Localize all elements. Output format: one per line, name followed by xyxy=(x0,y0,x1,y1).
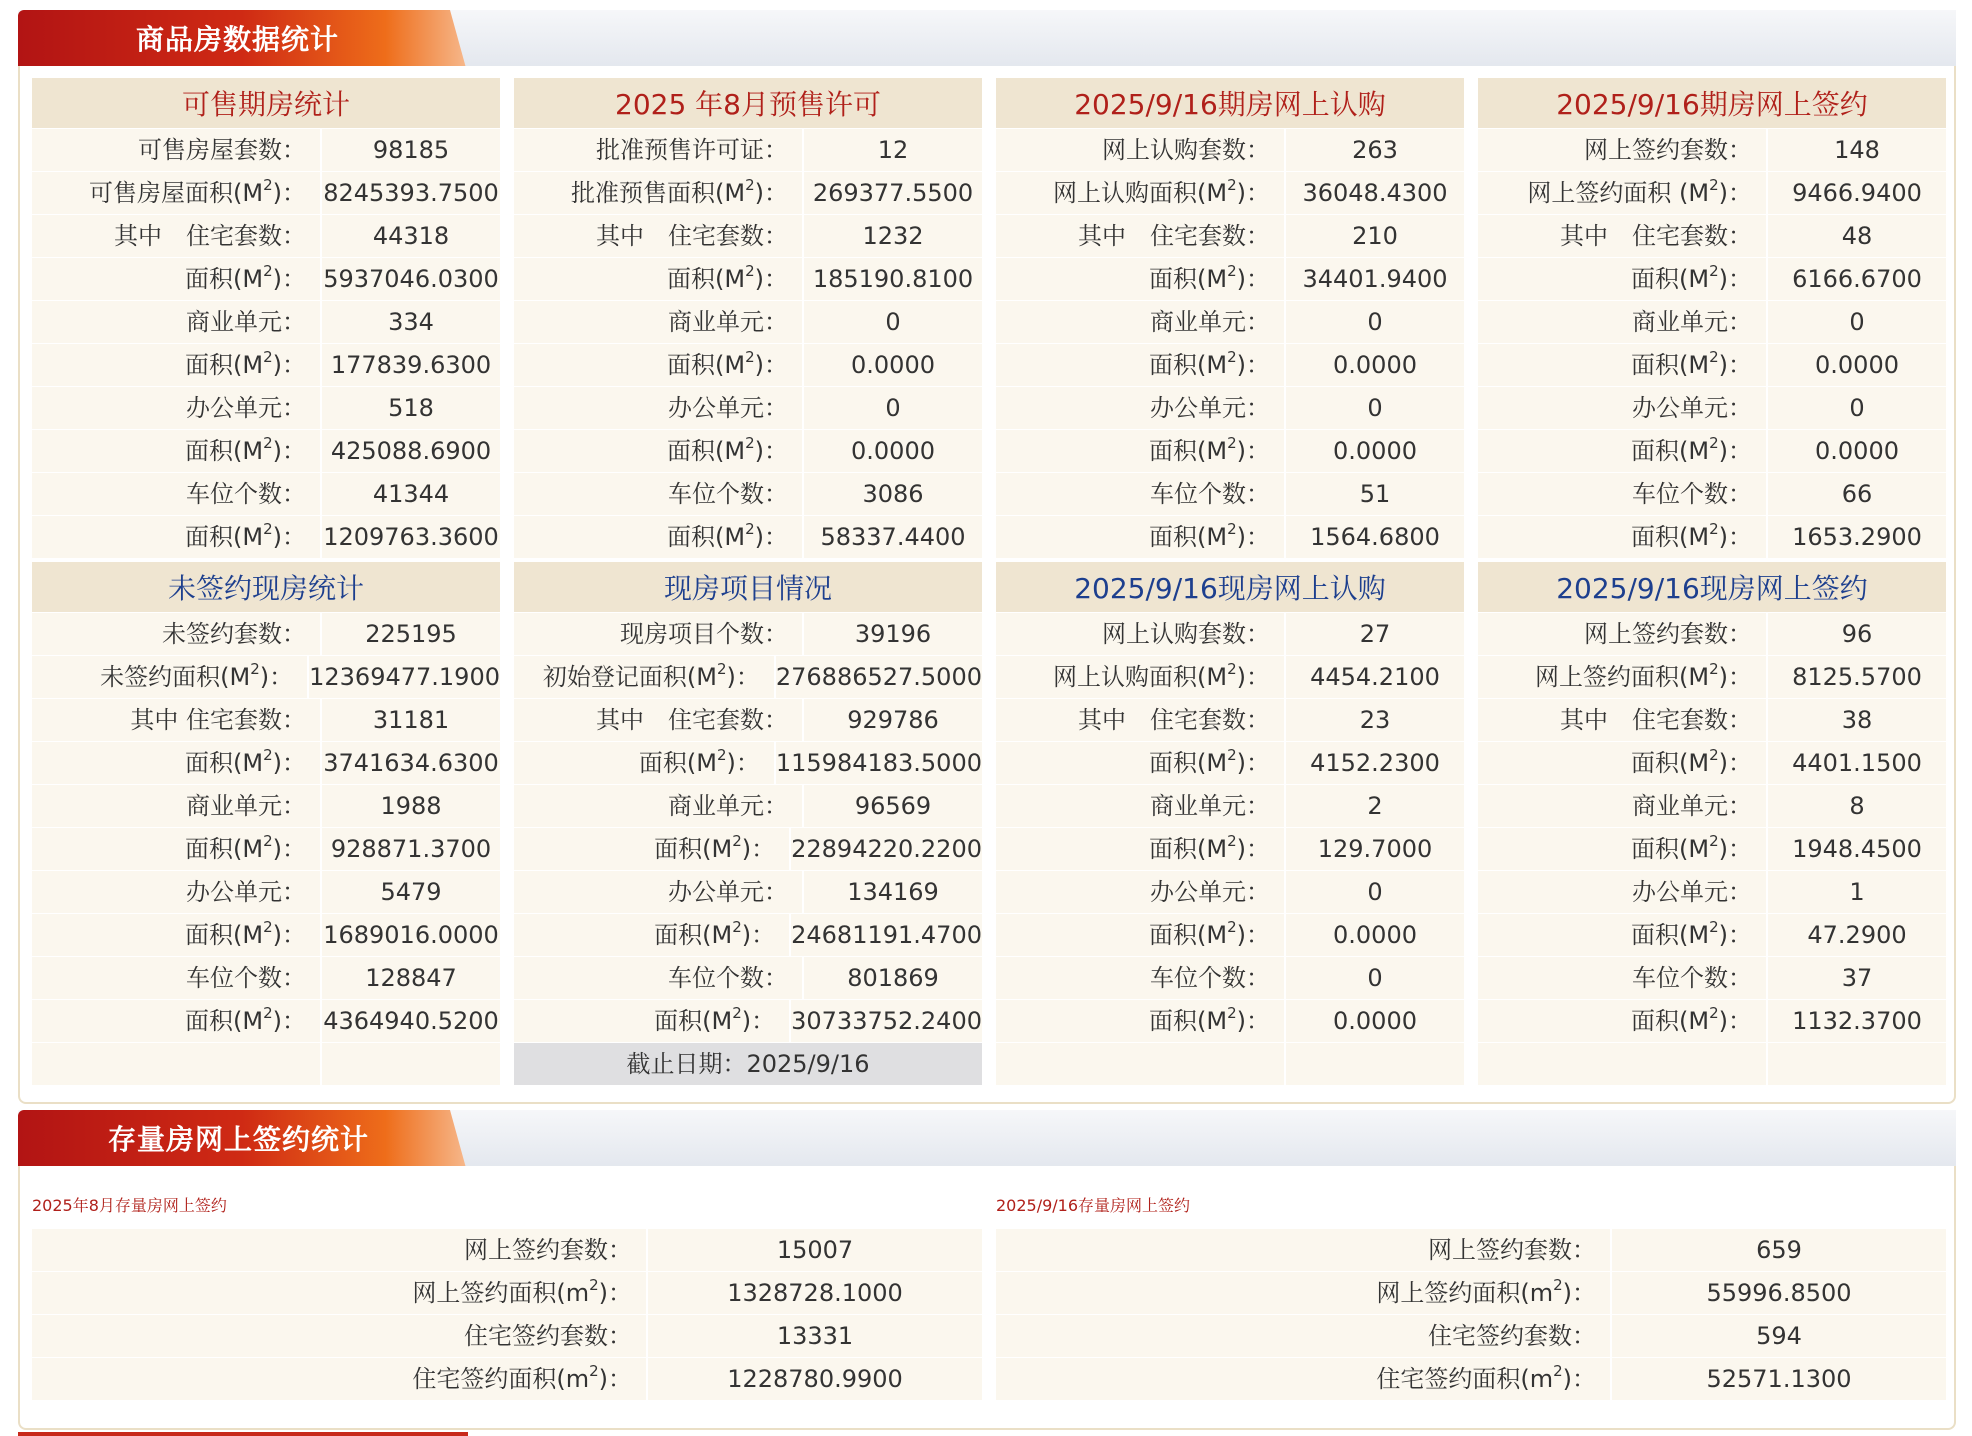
table-row xyxy=(32,515,500,558)
row-value: 0 xyxy=(1286,957,1464,999)
table-row xyxy=(996,257,1464,300)
table-row xyxy=(32,171,500,214)
row-value: 37 xyxy=(1768,957,1946,999)
row-value: 3741634.6300 xyxy=(322,742,500,784)
row-label: 网上签约套数： xyxy=(1478,613,1768,655)
table-row xyxy=(1478,698,1946,741)
row-label: 办公单元： xyxy=(32,387,322,429)
table-row xyxy=(514,698,982,741)
table-row xyxy=(996,300,1464,343)
table-row xyxy=(32,1314,982,1357)
table-row xyxy=(996,913,1464,956)
row-value: 0.0000 xyxy=(1768,344,1946,386)
row-value: 47.2900 xyxy=(1768,914,1946,956)
row-label: 车位个数： xyxy=(1478,473,1768,515)
table-row xyxy=(996,827,1464,870)
table-row xyxy=(996,1357,1946,1400)
row-label: 面积$(M^2)$： xyxy=(32,430,322,472)
blank-cell xyxy=(322,1043,500,1085)
table-row xyxy=(1478,827,1946,870)
row-label: 车位个数： xyxy=(996,957,1286,999)
row-value: 22894220.2200 xyxy=(791,828,982,870)
row-value: 55996.8500 xyxy=(1612,1272,1946,1314)
table-row xyxy=(1478,784,1946,827)
section-title: 存量房网上签约统计 xyxy=(108,1123,370,1156)
row-label: 面积$(M^2)$： xyxy=(996,516,1286,558)
row-label: 网上签约面积$(m^2)$： xyxy=(996,1272,1612,1314)
table-row xyxy=(514,472,982,515)
table-row xyxy=(1478,870,1946,913)
stats-panel xyxy=(1478,78,1946,558)
stats-panel xyxy=(514,78,982,558)
table-row xyxy=(514,515,982,558)
row-value: 2 xyxy=(1286,785,1464,827)
row-value: 96569 xyxy=(804,785,982,827)
row-label: 面积$(M^2)$： xyxy=(1478,828,1768,870)
row-label: 面积$(M^2)$： xyxy=(514,1000,791,1042)
table-row xyxy=(1478,515,1946,558)
table-row xyxy=(32,698,500,741)
row-value: 134169 xyxy=(804,871,982,913)
row-label: 面积$(M^2)$： xyxy=(514,742,776,784)
table-row xyxy=(514,128,982,171)
row-label: 面积$(M^2)$： xyxy=(32,828,322,870)
stats-panel xyxy=(32,1180,982,1400)
row-label: 面积$(M^2)$： xyxy=(514,914,791,956)
row-label: 网上签约面积 $(M^2)$： xyxy=(1478,172,1768,214)
row-value: 1328728.1000 xyxy=(648,1272,982,1314)
row-value: 1988 xyxy=(322,785,500,827)
row-value: 0.0000 xyxy=(1286,344,1464,386)
table-row xyxy=(1478,257,1946,300)
row-label: 商业单元： xyxy=(996,785,1286,827)
row-label: 其中 住宅套数： xyxy=(1478,699,1768,741)
row-label: 面积$(M^2)$： xyxy=(1478,914,1768,956)
row-label: 办公单元： xyxy=(514,387,804,429)
row-label: 办公单元： xyxy=(996,387,1286,429)
row-label: 现房项目个数： xyxy=(514,613,804,655)
table-row xyxy=(1478,612,1946,655)
row-value: 0.0000 xyxy=(804,430,982,472)
row-value: 115984183.5000 xyxy=(776,742,982,784)
row-value: 1948.4500 xyxy=(1768,828,1946,870)
row-label: 初始登记面积$(M^2)$： xyxy=(514,656,776,698)
row-label: 其中 住宅套数： xyxy=(32,699,322,741)
panel-title: 2025/9/16存量房网上签约 xyxy=(996,1196,1191,1215)
row-label: 车位个数： xyxy=(32,473,322,515)
row-label: 面积$(M^2)$： xyxy=(32,516,322,558)
row-value: 48 xyxy=(1768,215,1946,257)
table-row xyxy=(32,741,500,784)
stats-panel xyxy=(1478,562,1946,1085)
table-row xyxy=(32,472,500,515)
table-row xyxy=(1478,128,1946,171)
table-row xyxy=(1478,171,1946,214)
row-label: 车位个数： xyxy=(514,473,804,515)
table-row xyxy=(514,870,982,913)
row-value: 31181 xyxy=(322,699,500,741)
panel-title: 可售期房统计 xyxy=(32,78,500,128)
table-row xyxy=(32,913,500,956)
row-value: 185190.8100 xyxy=(804,258,982,300)
row-value: 263 xyxy=(1286,129,1464,171)
row-value: 0 xyxy=(1286,301,1464,343)
row-label: 商业单元： xyxy=(514,785,804,827)
row-label: 未签约套数： xyxy=(32,613,322,655)
row-label: 面积$(M^2)$： xyxy=(1478,430,1768,472)
table-row xyxy=(1478,214,1946,257)
row-value: 177839.6300 xyxy=(322,344,500,386)
panel-title: 2025年8月存量房网上签约 xyxy=(32,1196,227,1215)
table-row xyxy=(32,999,500,1042)
table-row xyxy=(32,1357,982,1400)
table-row xyxy=(996,343,1464,386)
table-row xyxy=(32,827,500,870)
row-value: 0.0000 xyxy=(1768,430,1946,472)
table-row xyxy=(996,515,1464,558)
row-value: 66 xyxy=(1768,473,1946,515)
row-value: 34401.9400 xyxy=(1286,258,1464,300)
table-row xyxy=(32,128,500,171)
table-row xyxy=(1478,741,1946,784)
table-row xyxy=(1478,472,1946,515)
row-value: 0.0000 xyxy=(804,344,982,386)
table-row xyxy=(996,472,1464,515)
row-value: 129.7000 xyxy=(1286,828,1464,870)
row-label: 办公单元： xyxy=(32,871,322,913)
blank-cell xyxy=(1286,1043,1464,1085)
row-value: 27 xyxy=(1286,613,1464,655)
row-label: 面积$(M^2)$： xyxy=(1478,344,1768,386)
panel-title: 未签约现房统计 xyxy=(32,562,500,612)
row-label: 办公单元： xyxy=(1478,387,1768,429)
row-label: 办公单元： xyxy=(1478,871,1768,913)
row-value: 8125.5700 xyxy=(1768,656,1946,698)
table-row xyxy=(1478,956,1946,999)
section-header xyxy=(18,1110,1956,1168)
row-value: 0 xyxy=(1768,301,1946,343)
blank-cell xyxy=(996,1043,1286,1085)
panel-title: 现房项目情况 xyxy=(514,562,982,612)
row-label: 车位个数： xyxy=(514,957,804,999)
table-row xyxy=(1478,386,1946,429)
table-row xyxy=(996,128,1464,171)
blank-cell xyxy=(1768,1043,1946,1085)
row-label: 其中 住宅套数： xyxy=(996,699,1286,741)
row-value: 3086 xyxy=(804,473,982,515)
table-row xyxy=(514,171,982,214)
table-row xyxy=(514,429,982,472)
row-value: 52571.1300 xyxy=(1612,1358,1946,1400)
row-label: 网上签约套数： xyxy=(32,1229,648,1271)
row-label: 面积$(M^2)$： xyxy=(996,258,1286,300)
row-value: 5937046.0300 xyxy=(322,258,500,300)
table-row xyxy=(1478,655,1946,698)
row-label: 办公单元： xyxy=(996,871,1286,913)
row-value: 23 xyxy=(1286,699,1464,741)
row-label: 商业单元： xyxy=(514,301,804,343)
row-label: 住宅签约面积$(m^2)$： xyxy=(32,1358,648,1400)
panel-title: 2025/9/16现房网上认购 xyxy=(996,562,1464,612)
row-value: 9466.9400 xyxy=(1768,172,1946,214)
table-row xyxy=(514,386,982,429)
row-value: 51 xyxy=(1286,473,1464,515)
table-row xyxy=(996,999,1464,1042)
table-row xyxy=(996,1271,1946,1314)
row-value: 334 xyxy=(322,301,500,343)
row-value: 148 xyxy=(1768,129,1946,171)
row-value: 8 xyxy=(1768,785,1946,827)
table-row xyxy=(514,827,982,870)
row-label: 其中 住宅套数： xyxy=(1478,215,1768,257)
row-label: 网上签约套数： xyxy=(1478,129,1768,171)
table-row xyxy=(996,612,1464,655)
table-row xyxy=(996,956,1464,999)
table-row xyxy=(32,257,500,300)
table-row xyxy=(514,913,982,956)
table-row xyxy=(996,698,1464,741)
table-row xyxy=(32,1271,982,1314)
row-label: 批准预售许可证： xyxy=(514,129,804,171)
row-label: 面积$(M^2)$： xyxy=(32,344,322,386)
row-value: 225195 xyxy=(322,613,500,655)
row-label: 网上认购面积$(M^2)$： xyxy=(996,172,1286,214)
row-label: 批准预售面积$(M^2)$： xyxy=(514,172,804,214)
row-value: 4152.2300 xyxy=(1286,742,1464,784)
table-row xyxy=(1478,343,1946,386)
table-row xyxy=(32,956,500,999)
table-row xyxy=(32,612,500,655)
panel-title: 2025/9/16现房网上签约 xyxy=(1478,562,1946,612)
table-row xyxy=(996,386,1464,429)
blank-cell xyxy=(32,1043,322,1085)
row-value: 13331 xyxy=(648,1315,982,1357)
table-row xyxy=(996,429,1464,472)
row-value: 0 xyxy=(804,301,982,343)
blank-row xyxy=(32,1042,500,1085)
row-label: 面积$(M^2)$： xyxy=(514,258,804,300)
row-label: 车位个数： xyxy=(32,957,322,999)
row-value: 39196 xyxy=(804,613,982,655)
table-row xyxy=(996,214,1464,257)
row-label: 住宅签约面积$(m^2)$： xyxy=(996,1358,1612,1400)
row-label: 其中 住宅套数： xyxy=(514,215,804,257)
table-row xyxy=(1478,429,1946,472)
row-label: 网上签约面积$(m^2)$： xyxy=(32,1272,648,1314)
table-row xyxy=(1478,999,1946,1042)
table-row xyxy=(1478,913,1946,956)
row-label: 商业单元： xyxy=(1478,301,1768,343)
row-value: 659 xyxy=(1612,1229,1946,1271)
row-label: 面积$(M^2)$： xyxy=(514,344,804,386)
row-value: 0 xyxy=(804,387,982,429)
row-label: 住宅签约套数： xyxy=(996,1315,1612,1357)
row-label: 面积$(M^2)$： xyxy=(32,258,322,300)
table-row xyxy=(32,386,500,429)
row-label: 车位个数： xyxy=(1478,957,1768,999)
table-row xyxy=(514,784,982,827)
row-value: 24681191.4700 xyxy=(791,914,982,956)
row-value: 0.0000 xyxy=(1286,914,1464,956)
table-row xyxy=(1478,300,1946,343)
row-value: 0.0000 xyxy=(1286,1000,1464,1042)
stats-panel xyxy=(514,562,982,1085)
row-value: 0 xyxy=(1286,387,1464,429)
row-value: 58337.4400 xyxy=(804,516,982,558)
table-row xyxy=(514,612,982,655)
stats-panel xyxy=(32,562,500,1085)
row-value: 1228780.9900 xyxy=(648,1358,982,1400)
row-label: 可售房屋面积$(M^2)$： xyxy=(32,172,322,214)
table-row xyxy=(32,343,500,386)
row-value: 269377.5500 xyxy=(804,172,982,214)
row-value: 1 xyxy=(1768,871,1946,913)
table-row xyxy=(514,956,982,999)
cutoff-date: 截止日期：2025/9/16 xyxy=(514,1042,982,1085)
row-label: 网上签约面积$(M^2)$： xyxy=(1478,656,1768,698)
row-label: 面积$(M^2)$： xyxy=(32,914,322,956)
row-value: 518 xyxy=(322,387,500,429)
row-label: 面积$(M^2)$： xyxy=(1478,516,1768,558)
table-row xyxy=(514,655,982,698)
row-label: 未签约面积$(M^2)$： xyxy=(32,656,309,698)
table-row xyxy=(996,171,1464,214)
row-value: 1653.2900 xyxy=(1768,516,1946,558)
stats-panel xyxy=(996,562,1464,1085)
row-label: 面积$(M^2)$： xyxy=(32,1000,322,1042)
row-label: 网上认购面积$(M^2)$： xyxy=(996,656,1286,698)
row-value: 4401.1500 xyxy=(1768,742,1946,784)
table-row xyxy=(32,214,500,257)
row-label: 住宅签约套数： xyxy=(32,1315,648,1357)
table-row xyxy=(996,741,1464,784)
row-value: 1564.6800 xyxy=(1286,516,1464,558)
row-label: 面积$(M^2)$： xyxy=(996,742,1286,784)
stats-panel xyxy=(996,1180,1946,1400)
table-row xyxy=(996,655,1464,698)
panel-title: 2025 年8月预售许可 xyxy=(514,78,982,128)
row-value: 0 xyxy=(1286,871,1464,913)
table-row xyxy=(32,870,500,913)
row-value: 929786 xyxy=(804,699,982,741)
table-row xyxy=(996,1228,1946,1271)
next-section-edge xyxy=(18,1432,468,1436)
row-value: 4454.2100 xyxy=(1286,656,1464,698)
row-label: 面积$(M^2)$： xyxy=(996,914,1286,956)
row-label: 面积$(M^2)$： xyxy=(1478,258,1768,300)
table-row xyxy=(996,784,1464,827)
stats-panel xyxy=(32,78,500,558)
row-value: 8245393.7500 xyxy=(322,172,500,214)
table-row xyxy=(32,1228,982,1271)
row-label: 其中 住宅套数： xyxy=(32,215,322,257)
row-value: 276886527.5000 xyxy=(776,656,982,698)
row-label: 可售房屋套数： xyxy=(32,129,322,171)
row-label: 面积$(M^2)$： xyxy=(514,430,804,472)
row-value: 4364940.5200 xyxy=(322,1000,500,1042)
row-label: 商业单元： xyxy=(1478,785,1768,827)
stats-panel xyxy=(996,78,1464,558)
row-label: 面积$(M^2)$： xyxy=(996,430,1286,472)
row-value: 38 xyxy=(1768,699,1946,741)
section-header xyxy=(18,10,1956,68)
row-label: 商业单元： xyxy=(32,301,322,343)
row-value: 12369477.1900 xyxy=(309,656,500,698)
blank-cell xyxy=(1478,1043,1768,1085)
row-label: 办公单元： xyxy=(514,871,804,913)
section-title: 商品房数据统计 xyxy=(136,23,340,56)
row-value: 96 xyxy=(1768,613,1946,655)
blank-row xyxy=(996,1042,1464,1085)
table-row xyxy=(514,741,982,784)
row-value: 928871.3700 xyxy=(322,828,500,870)
row-label: 面积$(M^2)$： xyxy=(514,828,791,870)
row-label: 网上认购套数： xyxy=(996,129,1286,171)
table-row xyxy=(514,343,982,386)
row-value: 425088.6900 xyxy=(322,430,500,472)
row-label: 面积$(M^2)$： xyxy=(1478,742,1768,784)
row-label: 其中 住宅套数： xyxy=(514,699,804,741)
table-row xyxy=(514,300,982,343)
table-row xyxy=(32,655,500,698)
table-row xyxy=(996,1314,1946,1357)
row-label: 网上签约套数： xyxy=(996,1229,1612,1271)
row-value: 1132.3700 xyxy=(1768,1000,1946,1042)
row-value: 15007 xyxy=(648,1229,982,1271)
table-row xyxy=(32,784,500,827)
row-value: 12 xyxy=(804,129,982,171)
table-row xyxy=(514,999,982,1042)
row-label: 商业单元： xyxy=(996,301,1286,343)
table-row xyxy=(32,300,500,343)
row-value: 36048.4300 xyxy=(1286,172,1464,214)
row-value: 801869 xyxy=(804,957,982,999)
row-value: 0 xyxy=(1768,387,1946,429)
row-value: 1689016.0000 xyxy=(322,914,500,956)
blank-row xyxy=(1478,1042,1946,1085)
row-value: 0.0000 xyxy=(1286,430,1464,472)
row-value: 128847 xyxy=(322,957,500,999)
table-row xyxy=(996,870,1464,913)
row-value: 594 xyxy=(1612,1315,1946,1357)
row-label: 面积$(M^2)$： xyxy=(1478,1000,1768,1042)
row-label: 商业单元： xyxy=(32,785,322,827)
panel-title: 2025/9/16期房网上认购 xyxy=(996,78,1464,128)
row-label: 面积$(M^2)$： xyxy=(996,1000,1286,1042)
row-label: 面积$(M^2)$： xyxy=(996,344,1286,386)
row-value: 30733752.2400 xyxy=(791,1000,982,1042)
row-value: 98185 xyxy=(322,129,500,171)
table-row xyxy=(514,214,982,257)
row-value: 1232 xyxy=(804,215,982,257)
row-value: 1209763.3600 xyxy=(322,516,500,558)
row-value: 5479 xyxy=(322,871,500,913)
row-label: 面积$(M^2)$： xyxy=(32,742,322,784)
row-label: 面积$(M^2)$： xyxy=(514,516,804,558)
table-row xyxy=(514,257,982,300)
row-label: 车位个数： xyxy=(996,473,1286,515)
table-row xyxy=(32,429,500,472)
panel-title: 2025/9/16期房网上签约 xyxy=(1478,78,1946,128)
row-value: 6166.6700 xyxy=(1768,258,1946,300)
row-label: 其中 住宅套数： xyxy=(996,215,1286,257)
row-label: 网上认购套数： xyxy=(996,613,1286,655)
row-value: 41344 xyxy=(322,473,500,515)
row-value: 44318 xyxy=(322,215,500,257)
row-value: 210 xyxy=(1286,215,1464,257)
row-label: 面积$(M^2)$： xyxy=(996,828,1286,870)
